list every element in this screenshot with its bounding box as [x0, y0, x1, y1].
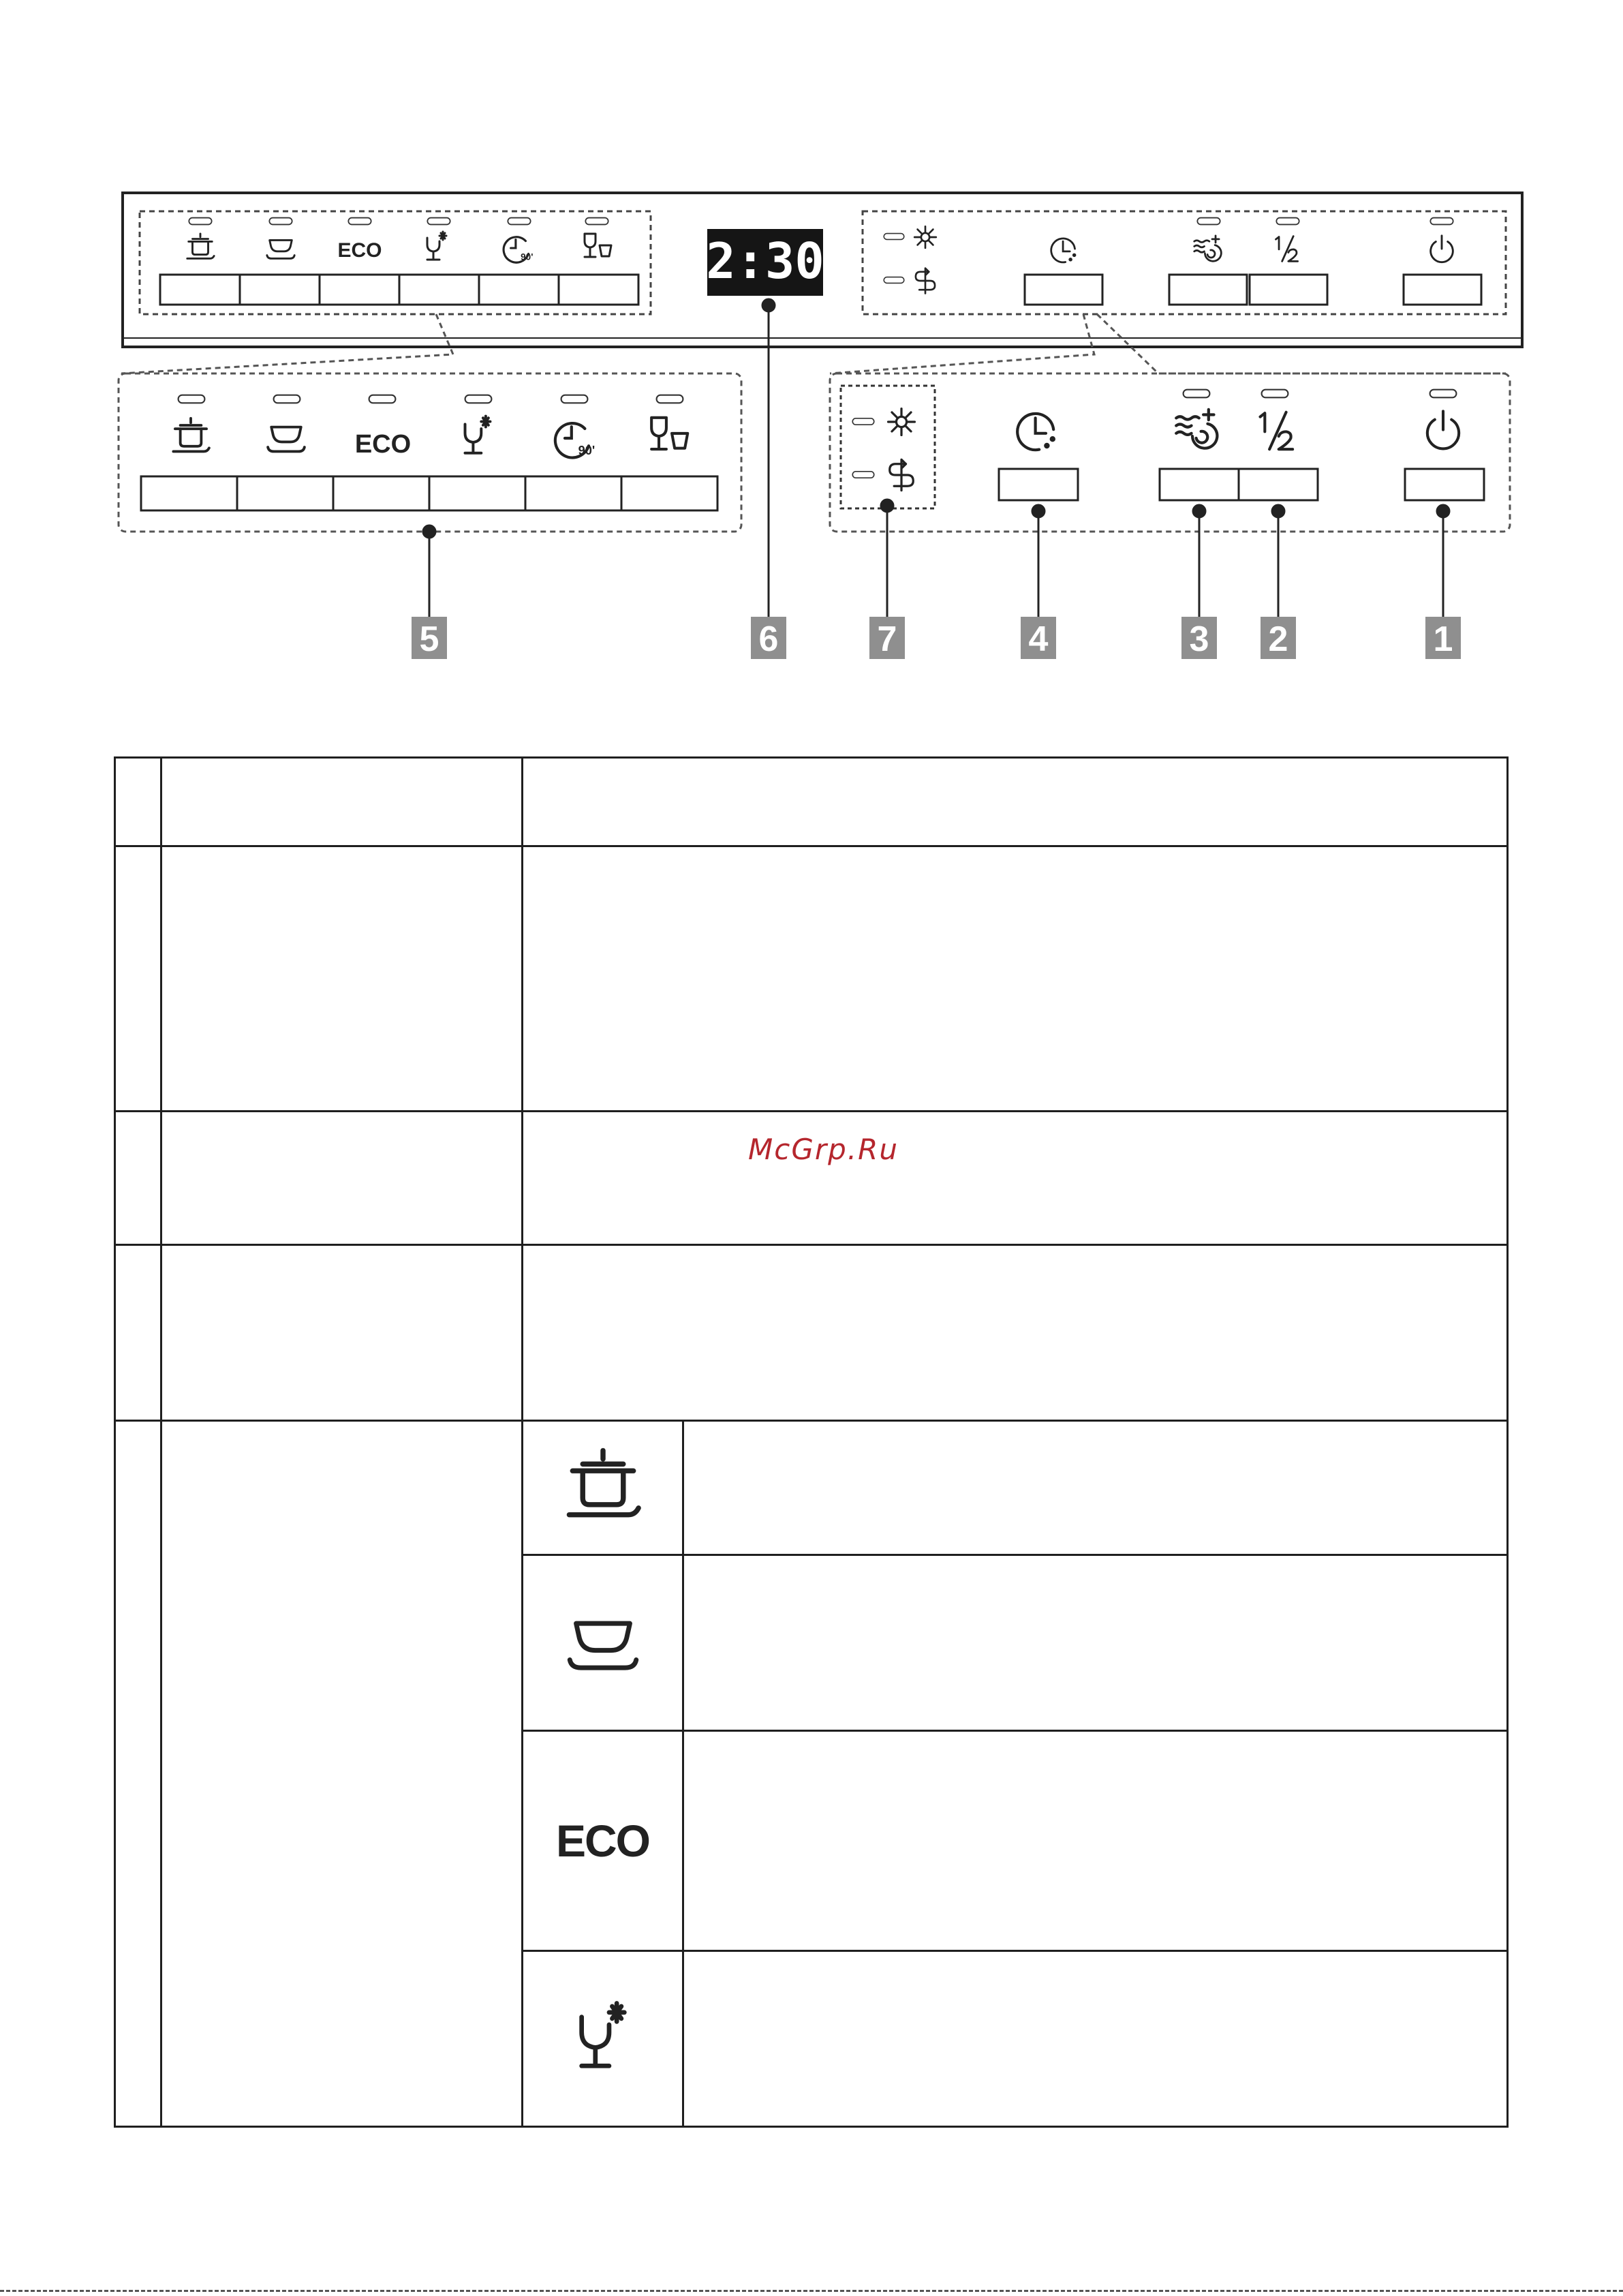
program-button-bowl-enlarged[interactable] — [237, 476, 333, 510]
row-description — [523, 758, 1508, 846]
indicator-group — [841, 386, 935, 508]
delay-clock-icon — [1017, 414, 1054, 450]
clock-90-icon — [555, 423, 595, 457]
display-time: 2:30 — [706, 232, 824, 290]
callout-4 — [1021, 617, 1056, 659]
bowl-icon — [268, 427, 305, 452]
table-row — [115, 1112, 1508, 1245]
watermark-text: McGrp.Ru — [748, 1133, 899, 1167]
program-description — [683, 1950, 1508, 2126]
rinse-aid-icon — [890, 459, 914, 490]
glasses-icon — [651, 418, 687, 449]
row-name — [161, 1112, 523, 1245]
bowl-icon — [563, 1603, 643, 1682]
row-description — [523, 1112, 1508, 1245]
callout-2 — [1261, 617, 1296, 659]
program-button-90-enlarged[interactable] — [525, 476, 621, 510]
row-name — [161, 1421, 523, 2127]
svg-text:1: 1 — [1433, 619, 1453, 659]
eco-label: ECO — [555, 1815, 650, 1866]
salt-sparkle-icon-small — [914, 226, 936, 248]
program-icon-cell — [523, 1555, 683, 1730]
svg-text:5: 5 — [419, 619, 439, 659]
half-load-button[interactable] — [1239, 469, 1318, 500]
svg-text:2: 2 — [1268, 619, 1288, 659]
table-row — [115, 758, 1508, 846]
svg-text:4: 4 — [1028, 619, 1049, 659]
power-button[interactable] — [1405, 469, 1484, 500]
program-panel-enlarged — [119, 373, 741, 532]
callout-1 — [1425, 617, 1461, 659]
row-name — [161, 1245, 523, 1421]
table-row — [115, 1421, 1508, 1555]
eco-label: ECO — [354, 430, 412, 459]
function-panel-enlarged — [830, 373, 1510, 532]
program-description — [683, 1555, 1508, 1730]
pot-icon — [561, 1445, 645, 1530]
program-icon-cell — [523, 1950, 683, 2126]
program-icon-cell — [523, 1730, 683, 1950]
row-number — [115, 1421, 161, 2127]
program-button-glasses-enlarged[interactable] — [621, 476, 717, 510]
row-description — [523, 1245, 1508, 1421]
callout-6 — [751, 617, 786, 659]
eco-label-small: ECO — [337, 239, 382, 262]
power-icon — [1427, 411, 1459, 448]
program-description — [683, 1421, 1508, 1555]
program-description — [683, 1730, 1508, 1950]
program-button-glass-enlarged[interactable] — [429, 476, 525, 510]
half-load-icon — [1261, 412, 1293, 449]
glass-sparkle-icon — [565, 2000, 641, 2077]
callout-3 — [1181, 617, 1217, 659]
control-panel-small — [123, 193, 1522, 347]
row-number — [115, 1112, 161, 1245]
extra-dry-button[interactable] — [1160, 469, 1239, 500]
row-name — [161, 758, 523, 846]
controls-description-table — [114, 756, 1509, 2128]
program-button-eco-enlarged[interactable] — [333, 476, 429, 510]
salt-sparkle-icon — [888, 409, 915, 435]
program-button-pot-enlarged[interactable] — [141, 476, 237, 510]
row-number — [115, 846, 161, 1112]
callout-7 — [869, 617, 905, 659]
callout-5 — [412, 617, 447, 659]
table-row — [115, 1245, 1508, 1421]
pot-icon — [173, 418, 208, 452]
extra-dry-icon — [1176, 410, 1217, 448]
row-number — [115, 758, 161, 846]
delay-button[interactable] — [999, 469, 1078, 500]
glass-sparkle-icon — [465, 416, 491, 453]
page-bottom-rule — [0, 2290, 1623, 2292]
table-row — [115, 846, 1508, 1112]
row-number — [115, 1245, 161, 1421]
row-name — [161, 846, 523, 1112]
program-icon-cell — [523, 1421, 683, 1555]
svg-text:3: 3 — [1189, 619, 1209, 659]
row-description — [523, 846, 1508, 1112]
control-panel-diagram — [0, 0, 1623, 682]
svg-text:7: 7 — [877, 619, 897, 659]
callout-badges — [412, 617, 1461, 659]
svg-text:6: 6 — [758, 619, 779, 659]
